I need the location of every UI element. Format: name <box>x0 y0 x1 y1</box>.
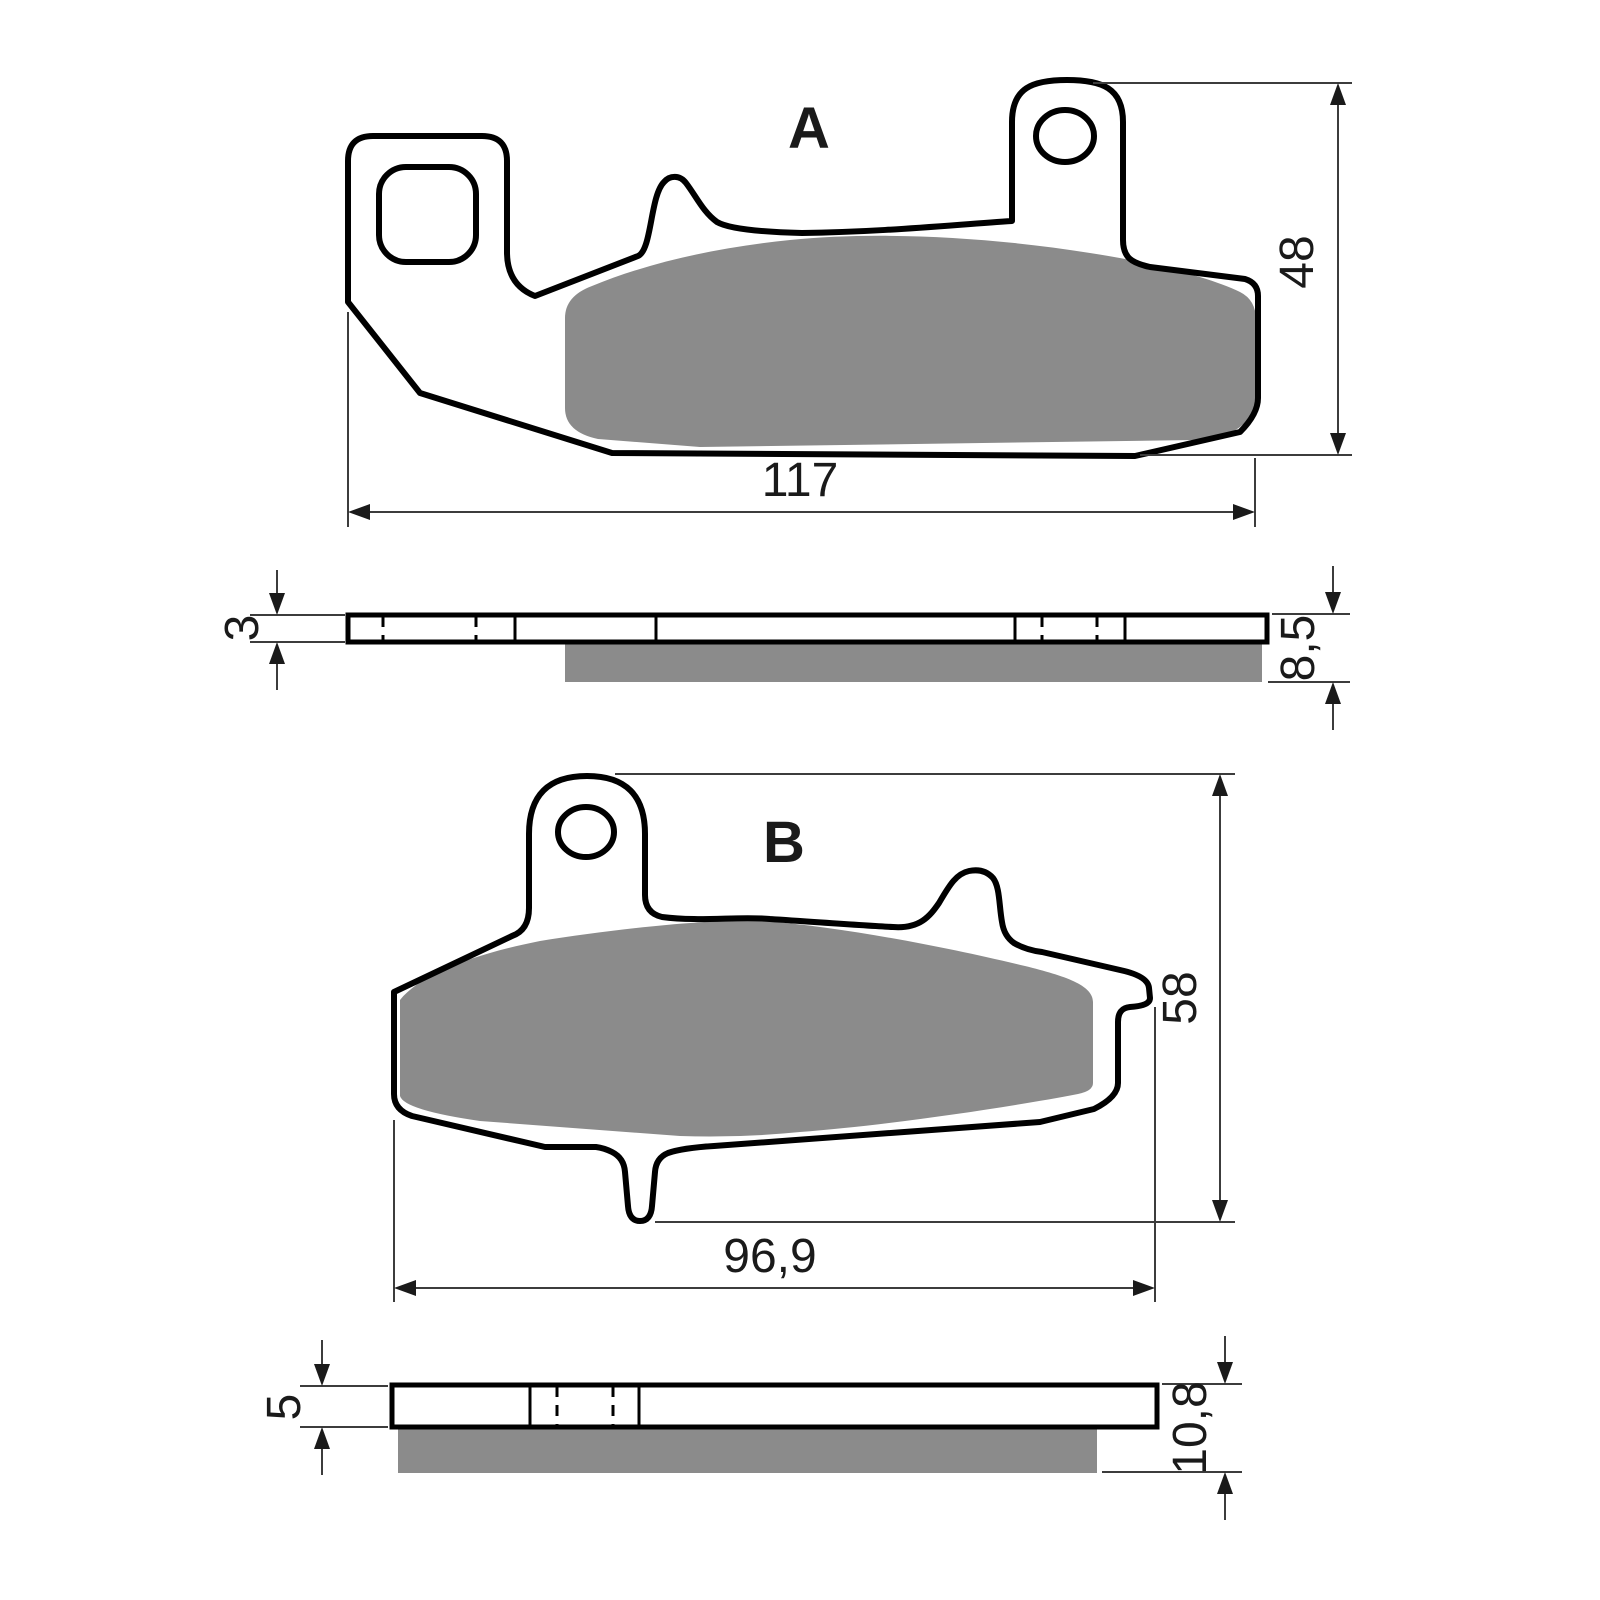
pad-a-width-value: 117 <box>761 454 839 507</box>
pad-b-side-view <box>392 1385 1157 1473</box>
pad-b-lug-hole <box>558 807 614 857</box>
arrowhead-up <box>1212 774 1228 796</box>
pad-b-height-value: 58 <box>1154 971 1207 1025</box>
pad-b-plate-thickness-dimension <box>258 1340 388 1475</box>
pad-a-side-view <box>348 615 1267 682</box>
pad-a-total-thickness-value: 8,5 <box>1272 614 1325 682</box>
pad-b-view-label: B <box>763 810 805 875</box>
pad-b-friction-material <box>400 920 1093 1136</box>
arrowhead-up <box>1217 1472 1233 1494</box>
arrowhead-up <box>1330 83 1346 105</box>
pad-a-plate-thickness-dimension <box>216 570 345 690</box>
arrowhead-up <box>314 1427 330 1449</box>
arrowhead-down <box>314 1364 330 1386</box>
pad-b-plate-thickness-value: 5 <box>258 1393 311 1421</box>
pad-a-right-hole <box>1036 110 1094 162</box>
arrowhead-right <box>1233 504 1255 520</box>
pad-b-plan-view <box>394 776 1150 1221</box>
pad-b-width-value: 96,9 <box>723 1230 817 1283</box>
pad-b-side-friction <box>398 1427 1097 1473</box>
arrowhead-left <box>348 504 370 520</box>
pad-a-left-hole <box>379 167 476 262</box>
arrowhead-left <box>394 1280 416 1296</box>
arrowhead-down <box>1212 1200 1228 1222</box>
pad-a-plate-thickness-value: 3 <box>216 614 269 642</box>
arrowhead-right <box>1133 1280 1155 1296</box>
pad-b-total-thickness-value: 10,8 <box>1164 1381 1217 1475</box>
pad-a-side-friction <box>565 642 1262 682</box>
arrowhead-up <box>269 642 285 664</box>
pad-a-side-backplate <box>348 615 1267 642</box>
arrowhead-down <box>269 593 285 615</box>
arrowhead-down <box>1217 1362 1233 1384</box>
pad-a-view-label: A <box>788 96 830 161</box>
pad-a-plan-view <box>348 80 1258 456</box>
arrowhead-down <box>1330 433 1346 455</box>
pad-a-height-value: 48 <box>1271 235 1324 289</box>
pad-b-side-backplate <box>392 1385 1157 1427</box>
pad-a-total-thickness-dimension <box>1268 566 1350 730</box>
arrowhead-down <box>1325 592 1341 614</box>
arrowhead-up <box>1325 682 1341 704</box>
